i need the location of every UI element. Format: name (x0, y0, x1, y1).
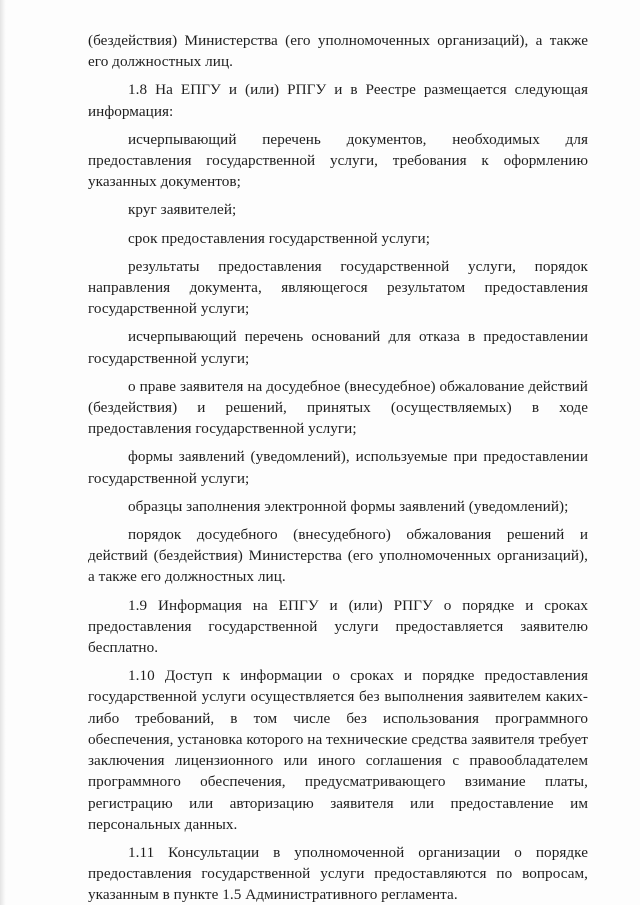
list-item-term: срок предоставления государственной услуги; (128, 229, 430, 247)
document-body (88, 30, 588, 905)
paragraph-1-8: 1.8 На ЕПГУ и (или) РПГУ и в Реестре размещается следующая информация: (88, 81, 588, 120)
list-item-applicants: круг заявителей; (128, 201, 237, 219)
paragraph-1-10: 1.10 Доступ к информации о сроках и порядке предоставления государственной услуги осуществляется без выполнения заявителем каких-либо требований, в том числе без использования программного обеспечения, установка которого на технические средства заявителя требует заключения лицензионного или иного соглашения с правообладателем программного обеспечения, предусматривающего взимание платы, регистрацию или авторизацию заявителя или предоставление им персональных данных. (88, 667, 588, 833)
scan-shadow-edge (0, 0, 6, 905)
list-item-application-forms: формы заявлений (уведомлений), используемые при предоставлении государственной услуги; (88, 448, 588, 487)
list-item-documents: исчерпывающий перечень документов, необходимых для предоставления государственной услуги, требования к оформлению указанных документов; (88, 130, 588, 191)
list-item-appeal-right: о праве заявителя на досудебное (внесудебное) обжалование действий (бездействия) и решений, принятых (осуществляемых) в ходе предоставления государственной услуги; (88, 377, 588, 438)
list-item-form-samples: образцы заполнения электронной формы заявлений (уведомлений); (128, 497, 569, 515)
paragraph-continuation: (бездействия) Министерства (его уполномоченных организаций), а также его должностных лиц. (88, 32, 588, 71)
list-item-appeal-procedure: порядок досудебного (внесудебного) обжалования решений и действий (бездействия) Министерства (его уполномоченных организаций), а также его должностных лиц. (88, 526, 588, 586)
list-item-results: результаты предоставления государственной услуги, порядок направления документа, являющегося результатом предоставления государственной услуги; (88, 257, 588, 318)
paragraph-1-9: 1.9 Информация на ЕПГУ и (или) РПГУ о порядке и сроках предоставления государственной услуги предоставляется заявителю бесплатно. (88, 596, 588, 657)
paragraph-1-11: 1.11 Консультации в уполномоченной организации о порядке предоставления государственной услуги предоставляются по вопросам, указанным в пункте 1.5 Административного регламента. (88, 843, 588, 904)
list-item-refusal-grounds: исчерпывающий перечень оснований для отказа в предоставлении государственной услуги; (88, 328, 588, 367)
